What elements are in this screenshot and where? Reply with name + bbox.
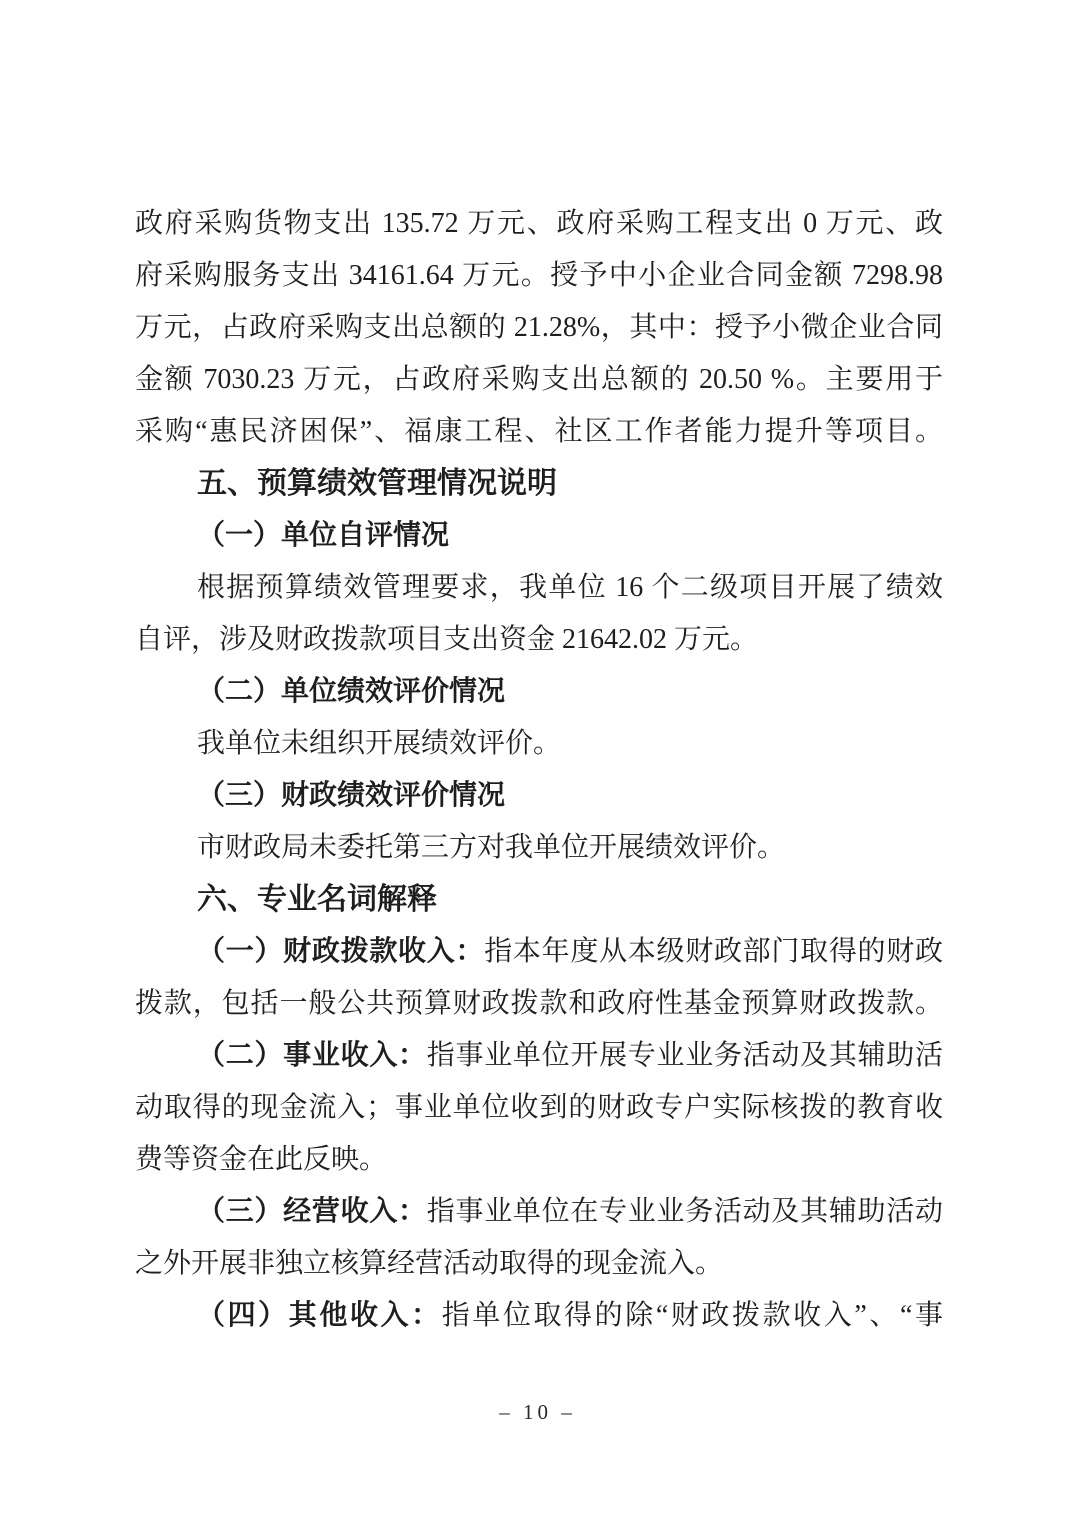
term-label: 五、预算绩效管理情况说明 (197, 467, 557, 500)
text-line (135, 406, 943, 458)
text-segment: 政府采购货物支出 135.72 万元、政府采购工程支出 0 万元、政 (135, 208, 943, 239)
text-segment: 金额 7030.23 万元，占政府采购支出总额的 20.50 %。主要用于 (135, 364, 943, 395)
term-label: （二）事业收入： (197, 1040, 427, 1071)
text-segment: 动取得的现金流入；事业单位收到的财政专户实际核拨的教育收 (135, 1092, 943, 1123)
text-line (135, 250, 943, 302)
text-line (135, 614, 943, 666)
text-line (135, 822, 943, 874)
text-segment: 采购“惠民济困保”、福康工程、社区工作者能力提升等项目。 (135, 416, 943, 447)
text-segment: 指单位取得的除“财政拨款收入”、“事 (441, 1300, 943, 1331)
text-line (135, 978, 943, 1030)
text-line (135, 1186, 943, 1238)
document-content (135, 198, 943, 1342)
text-line (135, 1082, 943, 1134)
term-label: （一）财政拨款收入： (197, 936, 485, 967)
text-line (135, 198, 943, 250)
section-heading (135, 458, 943, 510)
term-label: （一）单位自评情况 (197, 520, 450, 551)
text-segment: 之外开展非独立核算经营活动取得的现金流入。 (135, 1248, 724, 1279)
text-line (135, 1238, 943, 1290)
sub-heading (135, 510, 943, 562)
text-segment: 根据预算绩效管理要求，我单位 16 个二级项目开展了绩效 (197, 572, 943, 603)
text-line (135, 354, 943, 406)
section-heading (135, 874, 943, 926)
term-label: （二）单位绩效评价情况 (197, 676, 506, 707)
text-line (135, 926, 943, 978)
term-label: 六、专业名词解释 (197, 883, 437, 916)
text-line (135, 718, 943, 770)
text-line (135, 562, 943, 614)
text-segment: 自评，涉及财政拨款项目支出资金 21642.02 万元。 (135, 624, 759, 655)
term-label: （三）财政绩效评价情况 (197, 780, 506, 811)
page-number: – 10 – (499, 1400, 576, 1424)
text-segment: 指事业单位开展专业业务活动及其辅助活 (426, 1040, 943, 1071)
text-segment: 万元，占政府采购支出总额的 21.28%，其中：授予小微企业合同 (135, 312, 943, 343)
text-segment: 我单位未组织开展绩效评价。 (197, 728, 562, 759)
text-line (135, 1030, 943, 1082)
sub-heading (135, 770, 943, 822)
text-segment: 拨款，包括一般公共预算财政拨款和政府性基金预算财政拨款。 (135, 988, 943, 1019)
term-label: （三）经营收入： (197, 1196, 427, 1227)
sub-heading (135, 666, 943, 718)
text-segment: 府采购服务支出 34161.64 万元。授予中小企业合同金额 7298.98 (135, 260, 943, 291)
text-line (135, 302, 943, 354)
text-line (135, 1134, 943, 1186)
text-segment: 指本年度从本级财政部门取得的财政 (484, 936, 943, 967)
term-label: （四）其他收入： (197, 1300, 442, 1331)
text-segment: 市财政局未委托第三方对我单位开展绩效评价。 (197, 832, 786, 863)
text-line (135, 1290, 943, 1342)
text-segment: 费等资金在此反映。 (135, 1144, 388, 1175)
text-segment: 指事业单位在专业业务活动及其辅助活动 (426, 1196, 943, 1227)
